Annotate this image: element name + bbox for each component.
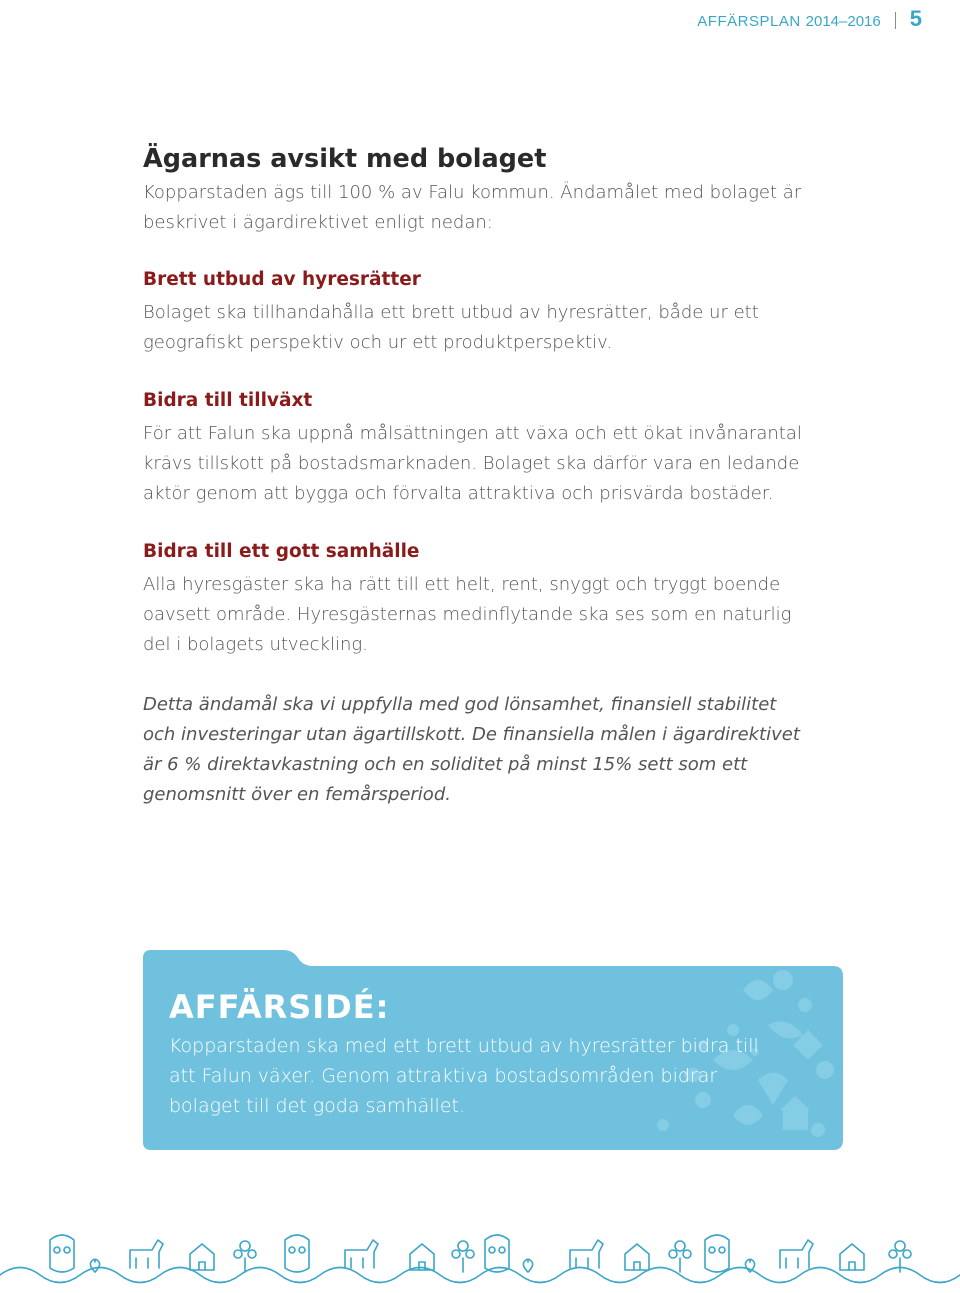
house-icon	[625, 1244, 649, 1270]
house-icon	[840, 1244, 864, 1270]
page-header	[697, 6, 922, 32]
owl-icon	[50, 1235, 74, 1272]
owl-icon	[705, 1235, 729, 1272]
page-number: 5	[909, 6, 922, 31]
page-title: Ägarnas avsikt med bolaget	[143, 144, 547, 174]
section-text: För att Falun ska uppnå målsättningen att växa och ett ökat invånarantal krävs tillskott på bostadsmarknaden. Bolaget ska därför vara en ledande aktör genom att bygga och förvalta attraktiva och prisvärda bostäder.	[143, 423, 802, 504]
section-tillvaxt	[143, 386, 803, 509]
section-heading: Bidra till tillväxt	[143, 390, 313, 411]
idea-box-title: AFFÄRSIDÉ:	[169, 988, 390, 1026]
section-text: Bolaget ska tillhandahålla ett brett utbud av hyresrätter, både ur ett geografiskt perspektiv och ur ett produktperspektiv.	[143, 302, 759, 353]
section-heading: Brett utbud av hyresrätter	[143, 269, 421, 290]
section-text: Alla hyresgäster ska ha rätt till ett helt, rent, snyggt och tryggt boende oavsett område. Hyresgästernas medinflytande ska ses som en naturlig del i bolagets utveckling.	[143, 574, 792, 655]
main-content	[143, 142, 803, 810]
house-icon	[190, 1244, 214, 1270]
flower-icon	[234, 1241, 256, 1272]
flower-icon	[669, 1241, 691, 1272]
owl-icon	[485, 1235, 509, 1272]
flower-icon	[452, 1241, 474, 1272]
intro-paragraph: Kopparstaden ägs till 100 % av Falu kommun. Ändamålet med bolaget är beskrivet i ägardirektivet enligt nedan:	[143, 182, 802, 233]
owl-icon	[285, 1235, 309, 1272]
wave-line-icon	[0, 1268, 960, 1283]
house-icon	[410, 1244, 434, 1270]
header-divider	[895, 12, 896, 29]
closing-paragraph: Detta ändamål ska vi uppfylla med god lönsamhet, finansiell stabilitet och investeringar utan ägartillskott. De finansiella målen i ägardirektivet är 6 % direktavkastning och en soliditet på minst 15% sett som ett genomsnitt över en femårsperiod.	[143, 694, 800, 805]
document-title: AFFÄRSPLAN	[697, 13, 801, 30]
dala-horse-icon	[570, 1240, 603, 1268]
section-gott-samhalle	[143, 537, 803, 660]
flower-icon	[889, 1241, 911, 1272]
business-idea-box	[143, 950, 843, 1150]
dala-horse-icon	[780, 1240, 813, 1268]
dala-horse-icon	[345, 1240, 378, 1268]
document-years: 2014–2016	[805, 13, 881, 30]
idea-box-text: Kopparstaden ska med ett brett utbud av hyresrätter bidra till att Falun växer. Genom attraktiva bostadsområden bidrar bolaget till det goda samhället.	[169, 1035, 759, 1117]
section-heading: Bidra till ett gott samhälle	[143, 541, 420, 562]
section-brett-utbud	[143, 265, 803, 358]
footer-illustration	[0, 1220, 960, 1290]
dala-horse-icon	[130, 1240, 163, 1268]
